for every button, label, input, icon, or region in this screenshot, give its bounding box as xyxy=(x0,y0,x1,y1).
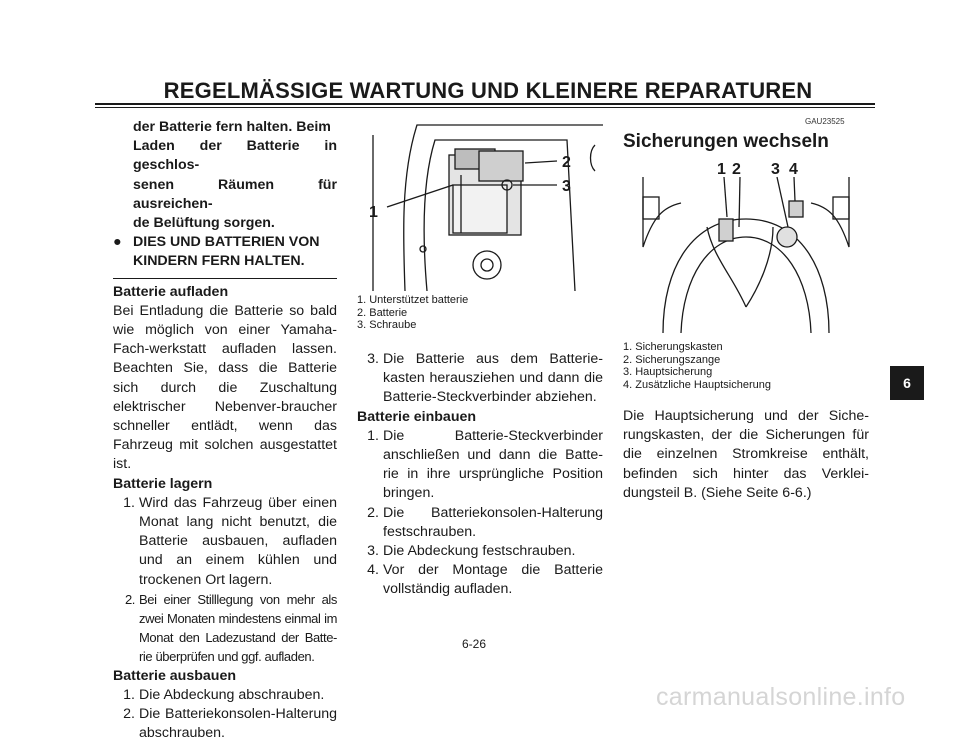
list-item: 2. Die Batteriekonsolen-Halterung festschrauben. xyxy=(367,504,603,540)
battery-figure xyxy=(357,115,603,291)
heading-remove: Batterie ausbauen xyxy=(113,667,236,684)
figure-caption: 1. Unterstützet batterie 2. Batterie 3. Schraube xyxy=(357,294,469,331)
warning-line: der Batterie fern halten. Beim xyxy=(133,119,331,135)
bullet-line: KINDERN FERN HALTEN. xyxy=(133,253,305,270)
fuse-figure xyxy=(623,157,869,333)
chapter-tab: 6 xyxy=(890,366,924,400)
column-left xyxy=(113,118,337,744)
column-right xyxy=(623,407,869,503)
callout-label: 1 xyxy=(717,161,726,178)
figure-caption: 1. Sicherungskasten 2. Sicherungszange 3. Hauptsicherung 4. Zusätzliche Hauptsicherung xyxy=(623,341,771,391)
list-item: 1. Die Abdeckung abschrauben. xyxy=(123,686,325,703)
list-item: 1. Die Batterie-Steckverbinder anschließen und dann die Batte-rie in ihre ursprüngliche Position bringen. xyxy=(367,427,603,502)
fuse-text: Die Hauptsicherung und der Siche-rungskasten, der die Sicherungen für die einzelnen Stromkreise enthält, befinden sich hinter das Verklei-dungsteil B. (Siehe Seite 6-6.) xyxy=(623,408,869,501)
list-item: 4. Vor der Montage die Batterie vollständig aufladen. xyxy=(367,562,603,598)
charge-text: Bei Entladung die Batterie so bald wie möglich von einer Yamaha-Fach-werkstatt aufladen lassen. Beachten Sie, dass die Batterie sich durch die Zuschaltung elektrischer Nebenver-braucher schneller entlädt, wenn das Fahrzeug mit solchen ausgestattet ist. xyxy=(113,302,337,473)
warning-separator xyxy=(113,278,337,279)
list-item: 2. Die Batteriekonsolen-Halterung abschrauben. xyxy=(123,706,337,742)
callout-label: 1 xyxy=(369,204,378,221)
list-item: 3. Die Abdeckung festschrauben. xyxy=(367,543,576,560)
callout-label: 2 xyxy=(562,154,571,171)
header-rule xyxy=(95,103,875,108)
page-header-title: REGELMÄSSIGE WARTUNG UND KLEINERE REPARATUREN xyxy=(163,78,813,103)
callout-label: 3 xyxy=(771,161,780,178)
callout-label: 2 xyxy=(732,161,741,178)
section-title: Sicherungen wechseln xyxy=(623,131,829,152)
bullet-dot-icon: ● xyxy=(113,234,122,251)
heading-charge: Batterie aufladen xyxy=(113,283,229,300)
heading-install: Batterie einbauen xyxy=(357,408,477,425)
warning-line: senen Räumen für ausreichen- xyxy=(133,176,337,212)
heading-store: Batterie lagern xyxy=(113,475,213,492)
callout-label: 4 xyxy=(789,161,798,178)
watermark: carmanualsonline.info xyxy=(656,683,906,711)
column-middle xyxy=(357,350,603,600)
list-item: 2. Bei einer Stilllegung von mehr als zwei Monaten mindestens einmal im Monat den Ladezustand der Batte-rie überprüfen und ggf. aufladen. xyxy=(124,591,337,665)
page-number: 6-26 xyxy=(462,637,487,651)
warning-bullet xyxy=(113,233,337,271)
warning-line: de Belüftung sorgen. xyxy=(133,215,275,232)
callout-label: 3 xyxy=(562,178,571,195)
section-code: GAU23525 xyxy=(805,117,845,126)
list-item: 1. Wird das Fahrzeug über einen Monat lang nicht benutzt, die Batterie ausbauen, aufladen und an einem kühlen und trockenen Ort lagern. xyxy=(123,494,337,588)
list-item: 3. Die Batterie aus dem Batterie-kasten herausziehen und dann die Batterie-Steckverbinder abziehen. xyxy=(367,351,603,406)
warning-line: Laden der Batterie in geschlos- xyxy=(133,138,337,174)
bullet-line: DIES UND BATTERIEN VON xyxy=(133,234,320,251)
